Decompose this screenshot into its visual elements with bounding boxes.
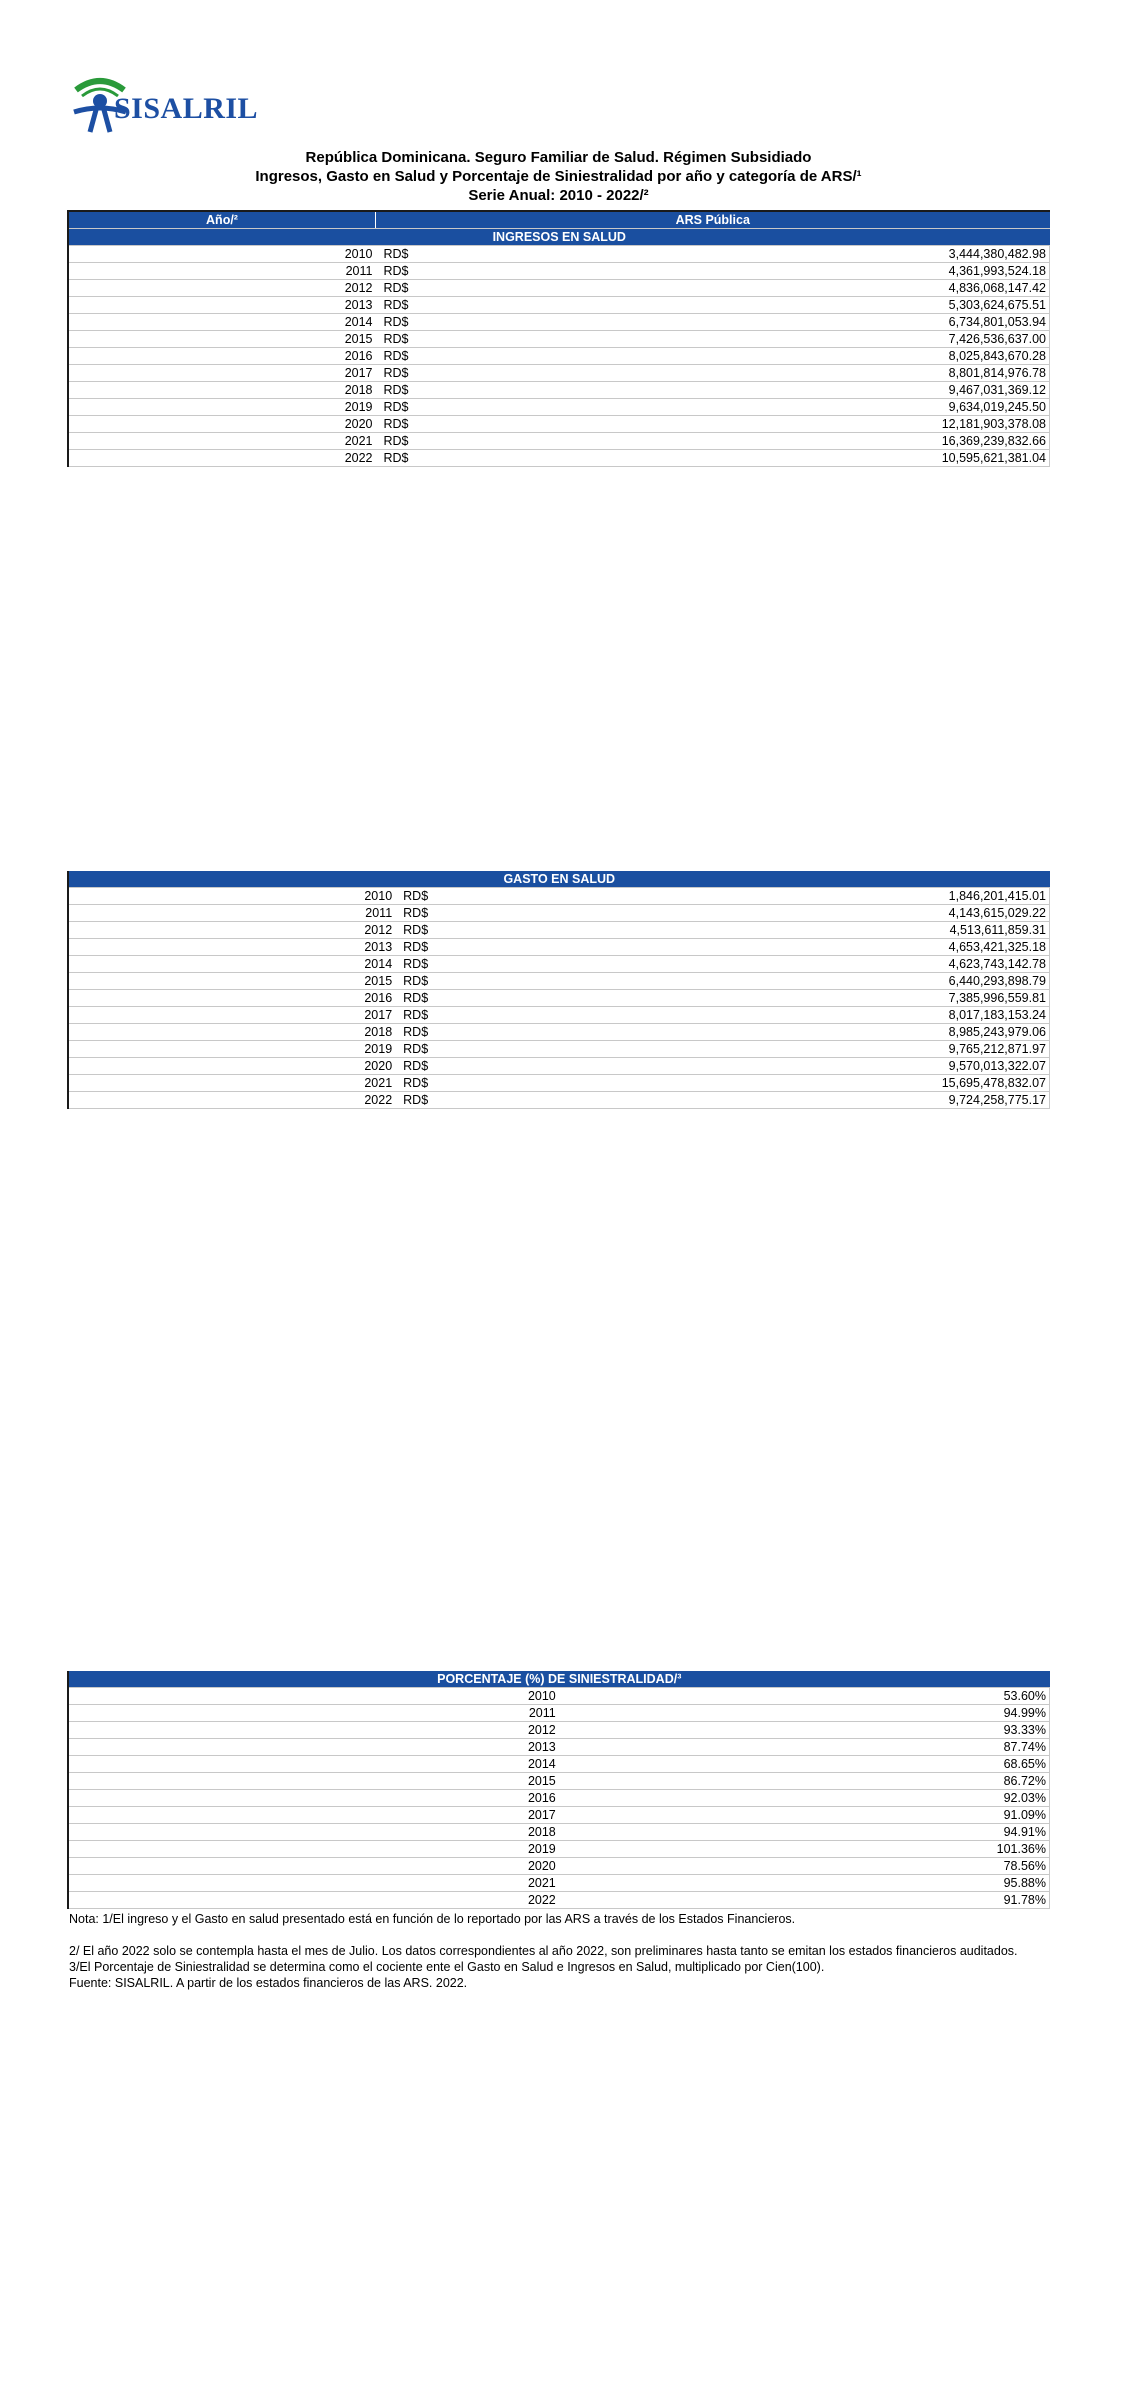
table-row bbox=[68, 1807, 1050, 1824]
currency-cell: RD$ bbox=[395, 922, 722, 939]
year-cell: 2018 bbox=[68, 1824, 559, 1841]
value-cell: 4,361,993,524.18 bbox=[713, 263, 1050, 280]
year-cell: 2011 bbox=[68, 905, 395, 922]
value-cell: 4,836,068,147.42 bbox=[713, 280, 1050, 297]
table-row bbox=[68, 1773, 1050, 1790]
year-cell: 2014 bbox=[68, 314, 376, 331]
value-cell: 7,385,996,559.81 bbox=[722, 990, 1049, 1007]
ingresos-section-title: INGRESOS EN SALUD bbox=[68, 229, 1050, 246]
value-cell: 95.88% bbox=[559, 1875, 1050, 1892]
currency-cell: RD$ bbox=[395, 1058, 722, 1075]
currency-cell: RD$ bbox=[376, 263, 713, 280]
gasto-section-title: GASTO EN SALUD bbox=[68, 871, 1050, 888]
table-row bbox=[68, 348, 1050, 365]
currency-cell: RD$ bbox=[376, 399, 713, 416]
year-cell: 2013 bbox=[68, 939, 395, 956]
table-row bbox=[68, 1892, 1050, 1909]
section-header-row bbox=[68, 1671, 1050, 1688]
value-cell: 91.78% bbox=[559, 1892, 1050, 1909]
year-cell: 2021 bbox=[68, 1875, 559, 1892]
year-cell: 2022 bbox=[68, 1892, 559, 1909]
year-cell: 2012 bbox=[68, 922, 395, 939]
table-row bbox=[68, 1041, 1050, 1058]
value-cell: 8,025,843,670.28 bbox=[713, 348, 1050, 365]
table-row bbox=[68, 1790, 1050, 1807]
value-cell: 9,467,031,369.12 bbox=[713, 382, 1050, 399]
currency-cell: RD$ bbox=[395, 888, 722, 905]
value-cell: 8,801,814,976.78 bbox=[713, 365, 1050, 382]
table-row bbox=[68, 905, 1050, 922]
table-row bbox=[68, 1875, 1050, 1892]
year-cell: 2015 bbox=[68, 331, 376, 348]
currency-cell: RD$ bbox=[376, 433, 713, 450]
year-cell: 2017 bbox=[68, 365, 376, 382]
year-cell: 2021 bbox=[68, 1075, 395, 1092]
table-row bbox=[68, 382, 1050, 399]
year-cell: 2015 bbox=[68, 973, 395, 990]
currency-cell: RD$ bbox=[395, 1075, 722, 1092]
table-row bbox=[68, 1841, 1050, 1858]
ars-column-header: ARS Pública bbox=[376, 211, 1050, 229]
year-cell: 2010 bbox=[68, 246, 376, 263]
table-row bbox=[68, 297, 1050, 314]
table-row bbox=[68, 922, 1050, 939]
year-cell: 2010 bbox=[68, 888, 395, 905]
year-cell: 2014 bbox=[68, 956, 395, 973]
year-cell: 2014 bbox=[68, 1756, 559, 1773]
year-cell: 2022 bbox=[68, 1092, 395, 1109]
year-cell: 2013 bbox=[68, 297, 376, 314]
year-column-header: Año/² bbox=[68, 211, 376, 229]
value-cell: 10,595,621,381.04 bbox=[713, 450, 1050, 467]
year-cell: 2015 bbox=[68, 1773, 559, 1790]
table-row bbox=[68, 1705, 1050, 1722]
year-cell: 2018 bbox=[68, 1024, 395, 1041]
value-cell: 8,017,183,153.24 bbox=[722, 1007, 1049, 1024]
year-cell: 2017 bbox=[68, 1007, 395, 1024]
currency-cell: RD$ bbox=[395, 1024, 722, 1041]
currency-cell: RD$ bbox=[395, 905, 722, 922]
table-row bbox=[68, 1007, 1050, 1024]
year-cell: 2010 bbox=[68, 1688, 559, 1705]
table-row bbox=[68, 1722, 1050, 1739]
year-cell: 2012 bbox=[68, 1722, 559, 1739]
table-row bbox=[68, 246, 1050, 263]
currency-cell: RD$ bbox=[376, 450, 713, 467]
section-header-row bbox=[68, 229, 1050, 246]
value-cell: 6,734,801,053.94 bbox=[713, 314, 1050, 331]
table-row bbox=[68, 1688, 1050, 1705]
ingresos-table bbox=[67, 210, 1050, 467]
currency-cell: RD$ bbox=[376, 314, 713, 331]
year-cell: 2017 bbox=[68, 1807, 559, 1824]
year-cell: 2020 bbox=[68, 1858, 559, 1875]
currency-cell: RD$ bbox=[395, 1007, 722, 1024]
source-note: Fuente: SISALRIL. A partir de los estados financieros de las ARS. 2022. bbox=[69, 1976, 468, 1990]
value-cell: 9,765,212,871.97 bbox=[722, 1041, 1049, 1058]
currency-cell: RD$ bbox=[395, 973, 722, 990]
value-cell: 93.33% bbox=[559, 1722, 1050, 1739]
value-cell: 3,444,380,482.98 bbox=[713, 246, 1050, 263]
table-row bbox=[68, 399, 1050, 416]
value-cell: 101.36% bbox=[559, 1841, 1050, 1858]
value-cell: 68.65% bbox=[559, 1756, 1050, 1773]
table-row bbox=[68, 433, 1050, 450]
table-row bbox=[68, 1092, 1050, 1109]
table-row bbox=[68, 416, 1050, 433]
value-cell: 7,426,536,637.00 bbox=[713, 331, 1050, 348]
year-cell: 2022 bbox=[68, 450, 376, 467]
table-row bbox=[68, 1756, 1050, 1773]
table-row bbox=[68, 1075, 1050, 1092]
currency-cell: RD$ bbox=[395, 1092, 722, 1109]
value-cell: 1,846,201,415.01 bbox=[722, 888, 1049, 905]
value-cell: 16,369,239,832.66 bbox=[713, 433, 1050, 450]
year-cell: 2019 bbox=[68, 399, 376, 416]
table-row bbox=[68, 314, 1050, 331]
table-row bbox=[68, 263, 1050, 280]
year-cell: 2021 bbox=[68, 433, 376, 450]
table-row bbox=[68, 1858, 1050, 1875]
value-cell: 12,181,903,378.08 bbox=[713, 416, 1050, 433]
year-cell: 2019 bbox=[68, 1041, 395, 1058]
value-cell: 78.56% bbox=[559, 1858, 1050, 1875]
sisalril-logo bbox=[70, 74, 260, 138]
report-title-block bbox=[67, 148, 1050, 205]
table-row bbox=[68, 450, 1050, 467]
table-row bbox=[68, 1058, 1050, 1075]
title-line-1: República Dominicana. Seguro Familiar de Salud. Régimen Subsidiado bbox=[305, 149, 812, 166]
value-cell: 4,513,611,859.31 bbox=[722, 922, 1049, 939]
year-cell: 2013 bbox=[68, 1739, 559, 1756]
note-3: 3/El Porcentaje de Siniestralidad se determina como el cociente ente el Gasto en Salud e Ingresos en Salud, multiplicado por Cien(100). bbox=[69, 1960, 825, 1974]
currency-cell: RD$ bbox=[395, 956, 722, 973]
year-cell: 2016 bbox=[68, 990, 395, 1007]
value-cell: 4,143,615,029.22 bbox=[722, 905, 1049, 922]
note-1: Nota: 1/El ingreso y el Gasto en salud presentado está en función de lo reportado por las ARS a través de los Estados Financieros. bbox=[69, 1912, 796, 1926]
currency-cell: RD$ bbox=[395, 939, 722, 956]
siniestralidad-section-title: PORCENTAJE (%) DE SINIESTRALIDAD/³ bbox=[68, 1671, 1050, 1688]
currency-cell: RD$ bbox=[376, 348, 713, 365]
currency-cell: RD$ bbox=[376, 416, 713, 433]
section-header-row bbox=[68, 871, 1050, 888]
table-row bbox=[68, 956, 1050, 973]
currency-cell: RD$ bbox=[376, 382, 713, 399]
value-cell: 86.72% bbox=[559, 1773, 1050, 1790]
table-row bbox=[68, 365, 1050, 382]
logo-text: SISALRIL bbox=[114, 92, 259, 125]
currency-cell: RD$ bbox=[376, 331, 713, 348]
value-cell: 94.91% bbox=[559, 1824, 1050, 1841]
table-row bbox=[68, 1824, 1050, 1841]
value-cell: 4,653,421,325.18 bbox=[722, 939, 1049, 956]
note-2: 2/ El año 2022 solo se contempla hasta el mes de Julio. Los datos correspondientes al año 2022, son preliminares hasta tanto se emitan los estados financieros auditados. bbox=[69, 1944, 1018, 1958]
year-cell: 2011 bbox=[68, 1705, 559, 1722]
value-cell: 87.74% bbox=[559, 1739, 1050, 1756]
currency-cell: RD$ bbox=[376, 297, 713, 314]
value-cell: 53.60% bbox=[559, 1688, 1050, 1705]
currency-cell: RD$ bbox=[376, 280, 713, 297]
value-cell: 9,570,013,322.07 bbox=[722, 1058, 1049, 1075]
year-cell: 2011 bbox=[68, 263, 376, 280]
value-cell: 9,634,019,245.50 bbox=[713, 399, 1050, 416]
currency-cell: RD$ bbox=[376, 365, 713, 382]
table-row bbox=[68, 331, 1050, 348]
table-row bbox=[68, 280, 1050, 297]
table-row bbox=[68, 1024, 1050, 1041]
year-cell: 2019 bbox=[68, 1841, 559, 1858]
footnotes bbox=[69, 1911, 1069, 1991]
currency-cell: RD$ bbox=[395, 990, 722, 1007]
table-row bbox=[68, 939, 1050, 956]
year-cell: 2020 bbox=[68, 1058, 395, 1075]
column-header-row bbox=[68, 211, 1050, 229]
value-cell: 92.03% bbox=[559, 1790, 1050, 1807]
year-cell: 2012 bbox=[68, 280, 376, 297]
table-row bbox=[68, 888, 1050, 905]
value-cell: 94.99% bbox=[559, 1705, 1050, 1722]
value-cell: 8,985,243,979.06 bbox=[722, 1024, 1049, 1041]
year-cell: 2016 bbox=[68, 348, 376, 365]
year-cell: 2018 bbox=[68, 382, 376, 399]
title-line-3: Serie Anual: 2010 - 2022/² bbox=[468, 187, 649, 204]
value-cell: 6,440,293,898.79 bbox=[722, 973, 1049, 990]
value-cell: 15,695,478,832.07 bbox=[722, 1075, 1049, 1092]
gasto-table bbox=[67, 871, 1050, 1109]
table-row bbox=[68, 1739, 1050, 1756]
year-cell: 2020 bbox=[68, 416, 376, 433]
year-cell: 2016 bbox=[68, 1790, 559, 1807]
table-row bbox=[68, 990, 1050, 1007]
currency-cell: RD$ bbox=[395, 1041, 722, 1058]
value-cell: 4,623,743,142.78 bbox=[722, 956, 1049, 973]
value-cell: 91.09% bbox=[559, 1807, 1050, 1824]
currency-cell: RD$ bbox=[376, 246, 713, 263]
value-cell: 5,303,624,675.51 bbox=[713, 297, 1050, 314]
siniestralidad-table bbox=[67, 1671, 1050, 1909]
title-line-2: Ingresos, Gasto en Salud y Porcentaje de Siniestralidad por año y categoría de ARS/¹ bbox=[255, 168, 862, 185]
value-cell: 9,724,258,775.17 bbox=[722, 1092, 1049, 1109]
table-row bbox=[68, 973, 1050, 990]
